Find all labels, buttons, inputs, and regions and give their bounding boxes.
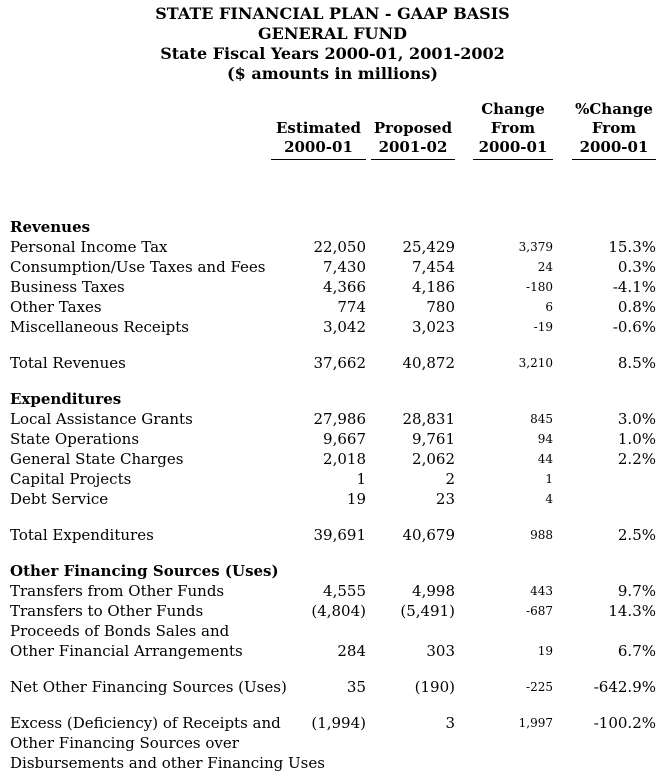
table-row xyxy=(10,621,656,641)
estimated-2000-01-value xyxy=(262,733,366,753)
change-from-2000-01-value: 1 xyxy=(545,472,553,486)
pct-change-from-2000-01-value: 6.7% xyxy=(617,642,656,660)
estimated-2000-01-value: (1,994) xyxy=(311,714,366,732)
table-row xyxy=(10,713,656,733)
column-header-line: 2001-02 xyxy=(378,138,448,156)
change-from-2000-01-value xyxy=(455,621,553,641)
row-label: General State Charges xyxy=(10,450,184,468)
column-header-line: Proposed xyxy=(373,119,453,137)
pct-change-from-2000-01-value: 14.3% xyxy=(608,602,656,620)
pct-change-from-2000-01-value: 1.0% xyxy=(617,430,656,448)
estimated-2000-01-value: 9,667 xyxy=(323,430,366,448)
column-header-line: %Change xyxy=(575,100,653,118)
proposed-2001-02-value: 3,023 xyxy=(412,318,455,336)
change-from-2000-01-value xyxy=(455,389,553,409)
spacer-cell xyxy=(10,509,656,525)
pct-change-from-2000-01-value xyxy=(553,753,656,773)
section-header-row xyxy=(10,217,656,237)
proposed-2001-02-value xyxy=(366,217,455,237)
estimated-2000-01-value xyxy=(262,389,366,409)
table-row xyxy=(10,449,656,469)
change-from-2000-01-value: 845 xyxy=(530,412,553,426)
pct-change-from-2000-01-value: -642.9% xyxy=(593,678,656,696)
column-header-change-from-2000-01 xyxy=(473,100,553,160)
proposed-2001-02-value xyxy=(366,621,455,641)
column-header-cell-pct-change xyxy=(553,100,656,217)
change-from-2000-01-value: 3,210 xyxy=(518,356,553,370)
change-from-2000-01-value: 3,379 xyxy=(518,240,553,254)
estimated-2000-01-value: 3,042 xyxy=(323,318,366,336)
estimated-2000-01-value: 774 xyxy=(337,298,366,316)
title-line-fund: GENERAL FUND xyxy=(257,24,408,43)
row-label: Debt Service xyxy=(10,490,109,508)
pct-change-from-2000-01-value: 9.7% xyxy=(617,582,656,600)
pct-change-from-2000-01-value: 2.5% xyxy=(617,526,656,544)
row-label: Local Assistance Grants xyxy=(10,410,193,428)
row-label: Net Other Financing Sources (Uses) xyxy=(10,678,287,696)
row-label: Disbursements and other Financing Uses xyxy=(10,754,325,772)
section-header-row xyxy=(10,389,656,409)
change-from-2000-01-value: -687 xyxy=(526,604,553,618)
spacer-cell xyxy=(10,373,656,389)
row-label: Excess (Deficiency) of Receipts and xyxy=(10,714,281,732)
title-line-years: State Fiscal Years 2000-01, 2001-2002 xyxy=(160,44,505,63)
row-label: Capital Projects xyxy=(10,470,132,488)
estimated-2000-01-value: 22,050 xyxy=(313,238,366,256)
table-row xyxy=(10,525,656,545)
change-from-2000-01-value: 19 xyxy=(537,644,553,658)
title-line-units: ($ amounts in millions) xyxy=(227,64,438,83)
proposed-2001-02-value: 25,429 xyxy=(402,238,455,256)
change-from-2000-01-value xyxy=(455,753,553,773)
estimated-2000-01-value xyxy=(262,217,366,237)
spacer-row xyxy=(10,661,656,677)
change-from-2000-01-value: 4 xyxy=(545,492,553,506)
table-row xyxy=(10,353,656,373)
proposed-2001-02-value: 40,872 xyxy=(402,354,455,372)
column-header-line: From xyxy=(490,119,536,137)
table-row xyxy=(10,489,656,509)
proposed-2001-02-value: 9,761 xyxy=(412,430,455,448)
estimated-2000-01-value: 284 xyxy=(337,642,366,660)
table-row xyxy=(10,753,656,773)
table-row xyxy=(10,429,656,449)
row-label: Other Financing Sources (Uses) xyxy=(10,562,279,580)
table-row xyxy=(10,469,656,489)
pct-change-from-2000-01-value: 15.3% xyxy=(608,238,656,256)
estimated-2000-01-value: 7,430 xyxy=(323,258,366,276)
change-from-2000-01-value: -19 xyxy=(533,320,553,334)
row-label: Other Financial Arrangements xyxy=(10,642,243,660)
spacer-row xyxy=(10,697,656,713)
pct-change-from-2000-01-value xyxy=(553,389,656,409)
row-label: Expenditures xyxy=(10,390,122,408)
change-from-2000-01-value: 443 xyxy=(530,584,553,598)
title-line-plan: STATE FINANCIAL PLAN - GAAP BASIS xyxy=(155,4,510,23)
proposed-2001-02-value: 28,831 xyxy=(402,410,455,428)
column-header-line: 2000-01 xyxy=(284,138,353,156)
table-row xyxy=(10,257,656,277)
pct-change-from-2000-01-value: 3.0% xyxy=(617,410,656,428)
row-label: Transfers from Other Funds xyxy=(10,582,225,600)
proposed-2001-02-value: 23 xyxy=(435,490,455,508)
column-header-cell-proposed xyxy=(366,100,455,217)
estimated-2000-01-value: 37,662 xyxy=(313,354,366,372)
change-from-2000-01-value: 6 xyxy=(545,300,553,314)
proposed-2001-02-value: 4,186 xyxy=(412,278,455,296)
estimated-2000-01-value: 27,986 xyxy=(313,410,366,428)
row-label: Personal Income Tax xyxy=(10,238,168,256)
section-header-row xyxy=(10,561,656,581)
table-row xyxy=(10,733,656,753)
pct-change-from-2000-01-value: -0.6% xyxy=(612,318,656,336)
proposed-2001-02-value: (190) xyxy=(414,678,455,696)
estimated-2000-01-value: 1 xyxy=(356,470,366,488)
spacer-cell xyxy=(10,697,656,713)
column-header-line: Change xyxy=(481,100,545,118)
spacer-row xyxy=(10,545,656,561)
pct-change-from-2000-01-value: -4.1% xyxy=(612,278,656,296)
change-from-2000-01-value: -180 xyxy=(526,280,553,294)
pct-change-from-2000-01-value xyxy=(553,733,656,753)
change-from-2000-01-value: 44 xyxy=(537,452,553,466)
pct-change-from-2000-01-value xyxy=(553,217,656,237)
proposed-2001-02-value xyxy=(366,561,455,581)
row-label: Proceeds of Bonds Sales and xyxy=(10,622,230,640)
pct-change-from-2000-01-value: 0.8% xyxy=(617,298,656,316)
column-header-cell-estimated xyxy=(262,100,366,217)
estimated-2000-01-value: 4,555 xyxy=(323,582,366,600)
proposed-2001-02-value: 3 xyxy=(445,714,455,732)
pct-change-from-2000-01-value xyxy=(553,621,656,641)
spacer-row xyxy=(10,373,656,389)
estimated-2000-01-value: 4,366 xyxy=(323,278,366,296)
proposed-2001-02-value: 40,679 xyxy=(402,526,455,544)
pct-change-from-2000-01-value: 2.2% xyxy=(617,450,656,468)
row-label-header-empty xyxy=(10,100,262,217)
change-from-2000-01-value: 1,997 xyxy=(518,716,553,730)
row-label: Consumption/Use Taxes and Fees xyxy=(10,258,266,276)
proposed-2001-02-value: 2,062 xyxy=(412,450,455,468)
row-label: Total Revenues xyxy=(10,354,126,372)
column-header-proposed-2001-02 xyxy=(371,119,455,160)
change-from-2000-01-value: -225 xyxy=(526,680,553,694)
pct-change-from-2000-01-value: 0.3% xyxy=(617,258,656,276)
spacer-cell xyxy=(10,661,656,677)
change-from-2000-01-value xyxy=(455,217,553,237)
table-row xyxy=(10,297,656,317)
row-label: Transfers to Other Funds xyxy=(10,602,204,620)
column-header-line: Estimated xyxy=(275,119,362,137)
column-header-estimated-2000-01 xyxy=(271,119,366,160)
estimated-2000-01-value xyxy=(262,621,366,641)
row-label: Other Taxes xyxy=(10,298,102,316)
change-from-2000-01-value: 24 xyxy=(537,260,553,274)
proposed-2001-02-value: (5,491) xyxy=(400,602,455,620)
pct-change-from-2000-01-value xyxy=(553,489,656,509)
proposed-2001-02-value: 7,454 xyxy=(412,258,455,276)
pct-change-from-2000-01-value xyxy=(553,561,656,581)
proposed-2001-02-value: 4,998 xyxy=(412,582,455,600)
estimated-2000-01-value: 35 xyxy=(346,678,366,696)
row-label: Other Financing Sources over xyxy=(10,734,239,752)
table-row xyxy=(10,409,656,429)
table-row xyxy=(10,677,656,697)
proposed-2001-02-value: 780 xyxy=(426,298,455,316)
column-header-line: 2000-01 xyxy=(579,138,649,156)
pct-change-from-2000-01-value: -100.2% xyxy=(593,714,656,732)
spacer-row xyxy=(10,509,656,525)
row-label: Total Expenditures xyxy=(10,526,154,544)
change-from-2000-01-value: 988 xyxy=(530,528,553,542)
estimated-2000-01-value: (4,804) xyxy=(311,602,366,620)
column-header-cell-change xyxy=(455,100,553,217)
financial-plan-table xyxy=(10,100,656,773)
table-row xyxy=(10,641,656,661)
row-label: Revenues xyxy=(10,218,91,236)
estimated-2000-01-value: 19 xyxy=(346,490,366,508)
row-label: Business Taxes xyxy=(10,278,125,296)
proposed-2001-02-value: 303 xyxy=(426,642,455,660)
proposed-2001-02-value: 2 xyxy=(445,470,455,488)
proposed-2001-02-value xyxy=(366,733,455,753)
table-row xyxy=(10,237,656,257)
change-from-2000-01-value xyxy=(455,561,553,581)
proposed-2001-02-value xyxy=(366,389,455,409)
proposed-2001-02-value xyxy=(366,753,455,773)
column-header-line: 2000-01 xyxy=(478,138,548,156)
spacer-cell xyxy=(10,337,656,353)
row-label: Miscellaneous Receipts xyxy=(10,318,189,336)
row-label: State Operations xyxy=(10,430,140,448)
table-header-row xyxy=(10,100,656,217)
estimated-2000-01-value: 39,691 xyxy=(313,526,366,544)
spacer-cell xyxy=(10,545,656,561)
table-row xyxy=(10,277,656,297)
column-header-line: From xyxy=(591,119,637,137)
pct-change-from-2000-01-value: 8.5% xyxy=(617,354,656,372)
table-row xyxy=(10,581,656,601)
spacer-row xyxy=(10,337,656,353)
change-from-2000-01-value xyxy=(455,733,553,753)
change-from-2000-01-value: 94 xyxy=(537,432,553,446)
estimated-2000-01-value: 2,018 xyxy=(323,450,366,468)
document-title xyxy=(0,4,665,84)
table-row xyxy=(10,601,656,621)
table-row xyxy=(10,317,656,337)
column-header-pct-change-from-2000-01 xyxy=(572,100,656,160)
pct-change-from-2000-01-value xyxy=(553,469,656,489)
